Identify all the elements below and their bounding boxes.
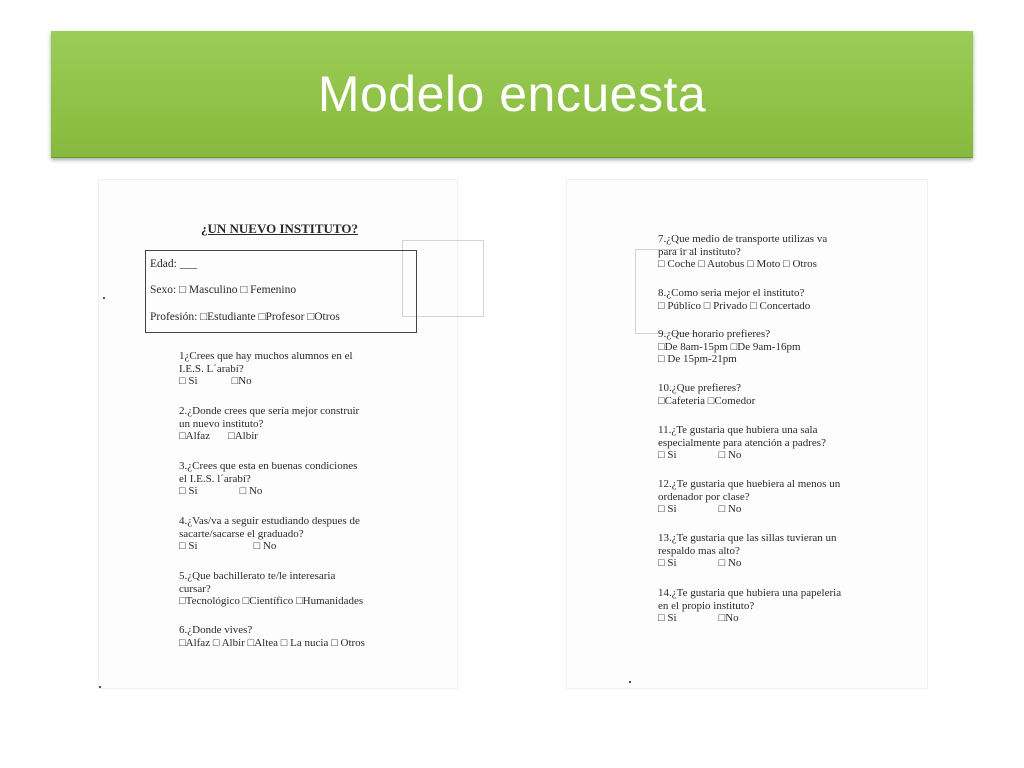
age-field: Edad: ___ xyxy=(150,258,197,270)
profession-field: Profesión: □Estudiante □Profesor □Otros xyxy=(150,311,340,323)
survey-sheet-right xyxy=(566,179,928,689)
question-2: 2.¿Donde crees que sería mejor construir un nuevo instituto? □Alfaz □Albir xyxy=(179,405,360,442)
scan-speck xyxy=(629,681,631,683)
slide-title: Modelo encuesta xyxy=(317,66,707,122)
question-1: 1¿Crees que hay muchos alumnos en el I.E.S. L´arabí? □ Si □No xyxy=(179,350,353,387)
question-14: 14.¿Te gustaria que hubiera una papeleria en el propio instituto? □ Si □No xyxy=(658,587,842,624)
survey-sheet-left xyxy=(98,179,458,689)
question-7: 7.¿Que medio de transporte utilizas va para ir al instituto? □ Coche □ Autobus □ Moto □ Otros xyxy=(658,233,828,270)
question-11: 11.¿Te gustaria que hubiera una sala especialmente para atención a padres? □ Si □ No xyxy=(658,424,826,461)
question-6: 6.¿Donde vives? □Alfaz □ Albir □Altea □ La nucia □ Otros xyxy=(179,624,365,649)
question-10: 10.¿Que prefieres? □Cafeteria □Comedor xyxy=(658,382,756,407)
question-4: 4.¿Vas/va a seguir estudiando despues de sacarte/sacarse el graduado? □ Si □ No xyxy=(179,515,360,552)
question-5: 5.¿Que bachillerato te/le interesaria cursar? □Tecnológico □Científico □Humanidades xyxy=(179,570,364,607)
question-3: 3.¿Crees que esta en buenas condiciones el I.E.S. l´arabí? □ Si □ No xyxy=(179,460,358,497)
question-9: 9.¿Que horario prefieres? □De 8am-15pm □De 9am-16pm □ De 15pm-21pm xyxy=(658,328,801,365)
title-banner xyxy=(51,31,973,158)
question-12: 12.¿Te gustaria que huebiera al menos un ordenador por clase? □ Si □ No xyxy=(658,478,841,515)
scan-speck xyxy=(103,297,105,299)
sex-field: Sexo: □ Masculino □ Femenino xyxy=(150,284,297,296)
personal-info-box xyxy=(145,250,417,333)
question-13: 13.¿Te gustaria que las sillas tuvieran un respaldo mas alto? □ Si □ No xyxy=(658,532,837,569)
survey-heading: ¿UN NUEVO INSTITUTO? xyxy=(201,221,358,236)
scan-speck xyxy=(99,686,101,688)
question-8: 8.¿Como seria mejor el instituto? □ Público □ Privado □ Concertado xyxy=(658,287,811,312)
